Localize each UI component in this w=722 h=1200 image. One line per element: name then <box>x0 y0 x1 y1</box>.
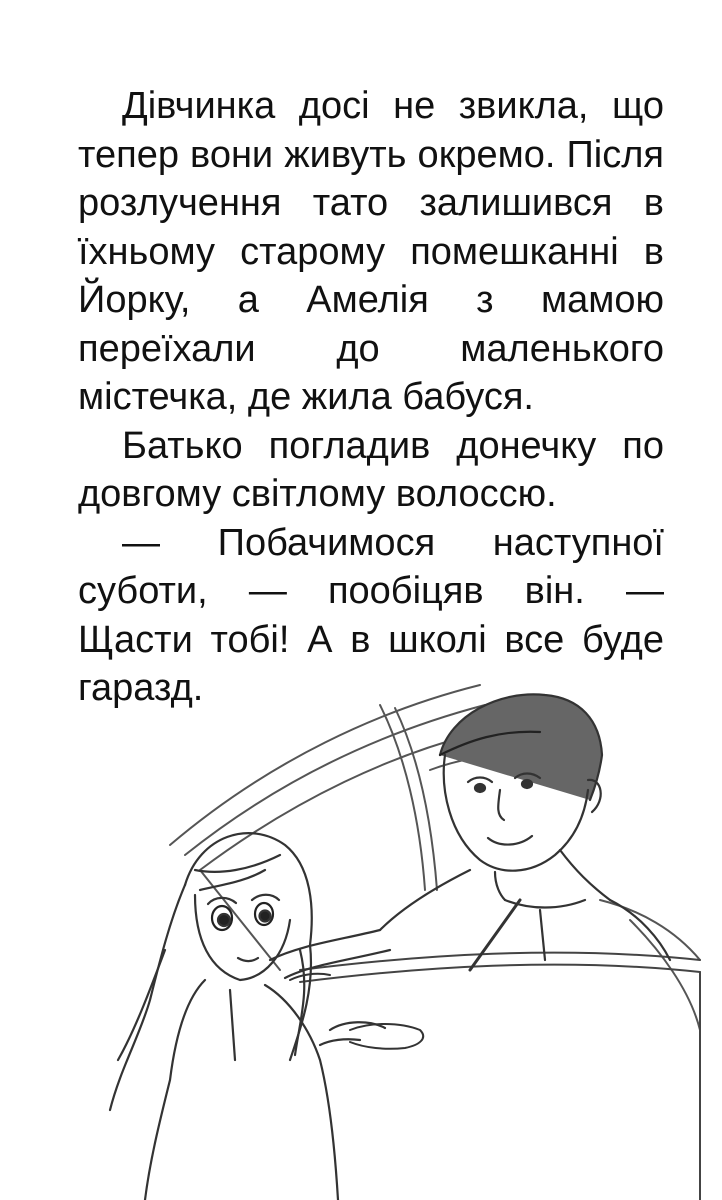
car-illustration <box>0 660 722 1200</box>
story-text <box>78 82 664 713</box>
father-figure <box>270 694 670 978</box>
paragraph-1: Дівчинка досі не звикла, що тепер вони живуть окремо. Після розлучення тато залишився в їхньому старому помешканні в Йорку, а Амелія з мамою переїхали до маленького містечка, де жила бабуся. <box>78 85 664 418</box>
paragraph-2: Батько погладив донечку по довгому світлому волоссю. <box>78 424 664 515</box>
paragraph-3: — Побачимося наступної суботи, — пообіцяв він. — Щасти тобі! А в школі все буде гаразд. <box>78 521 664 709</box>
girl-figure <box>110 833 385 1200</box>
car-door <box>300 953 700 1200</box>
